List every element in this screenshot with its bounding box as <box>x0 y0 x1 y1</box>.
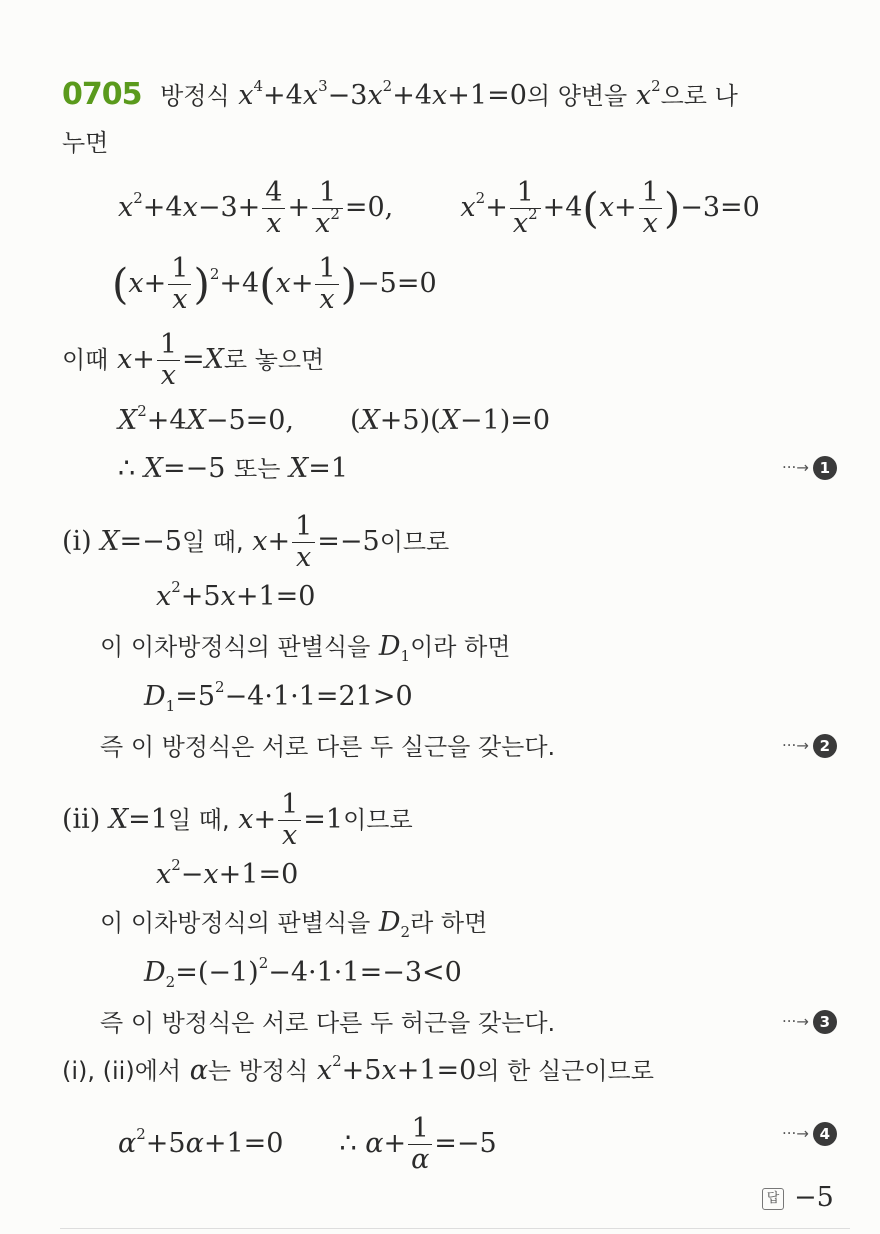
quadratic-in-X: $X^2+4X-5=0$, (X+5)(X−1)=0 <box>118 402 551 436</box>
case-2-header: (ii) X=1일 때, x+ $\frac{1}{x}$ =1이므로 <box>62 789 413 851</box>
case-2-equation: $x^2-x+1=0$ <box>156 856 299 890</box>
X-solutions: ∴ X=−5 또는 X=1 <box>118 453 349 484</box>
divider <box>60 1228 850 1229</box>
final-statement: (i), (ii)에서 α는 방정식 $x^2+5x+1=0$의 한 실근이므로 <box>62 1052 654 1086</box>
case-1-disc-def: 이 이차방정식의 판별식을 $D_1$이라 하면 <box>100 631 511 665</box>
case-1-equation: $x^2+5x+1=0$ <box>156 578 316 612</box>
case-2-conclusion: 즉 이 방정식은 서로 다른 두 허근을 갖는다. <box>100 1009 556 1037</box>
problem-number: 0705 <box>62 77 142 112</box>
equation-divided: $x^2+4x-3+$ $\frac{4}{x}$ + $\frac{1}{x^2}$ =0, $x^2+$ $\frac{1}{x^2}$ +4(x+ $\frac{1}{x}$ )−3=0 <box>118 177 760 239</box>
substitution-line: 이때 x+ $\frac{1}{x}$ =X로 놓으면 <box>62 329 325 391</box>
step-marker-4: ···→ 4 <box>782 1122 837 1146</box>
case-1-disc-value: $D_1=5^2-4\cdot 1\cdot 1=21>0$ <box>144 678 413 715</box>
step-marker-2: ···→ 2 <box>782 734 837 758</box>
case-1-conclusion: 즉 이 방정식은 서로 다른 두 실근을 갖는다. <box>100 733 556 761</box>
case-1-header: (i) X=−5일 때, x+ $\frac{1}{x}$ =−5이므로 <box>62 511 450 573</box>
final-equation: $\alpha^2+5\alpha+1=0$ ∴ α+ $\frac{1}{\alpha}$ =−5 <box>118 1113 497 1175</box>
answer-icon: 답 <box>762 1188 784 1210</box>
case-2-disc-def: 이 이차방정식의 판별식을 $D_2$라 하면 <box>100 907 488 941</box>
equation-substitution-form: (x+ $\frac{1}{x}$ )$^2$+4(x+ $\frac{1}{x}$ )−5=0 <box>112 253 437 315</box>
answer-value: −5 <box>794 1182 834 1213</box>
answer <box>762 1182 834 1213</box>
step-marker-1: ···→ 1 <box>782 456 837 480</box>
problem-header-cont: 누면 <box>62 129 109 157</box>
problem-header: 0705 방정식 $x^4+4x^3-3x^2+4x+1=0$의 양변을 $x^2$으로 나 <box>62 77 738 112</box>
step-marker-3: ···→ 3 <box>782 1010 837 1034</box>
case-2-disc-value: $D_2=(-1)^2-4\cdot 1\cdot 1=-3<0$ <box>144 954 462 991</box>
